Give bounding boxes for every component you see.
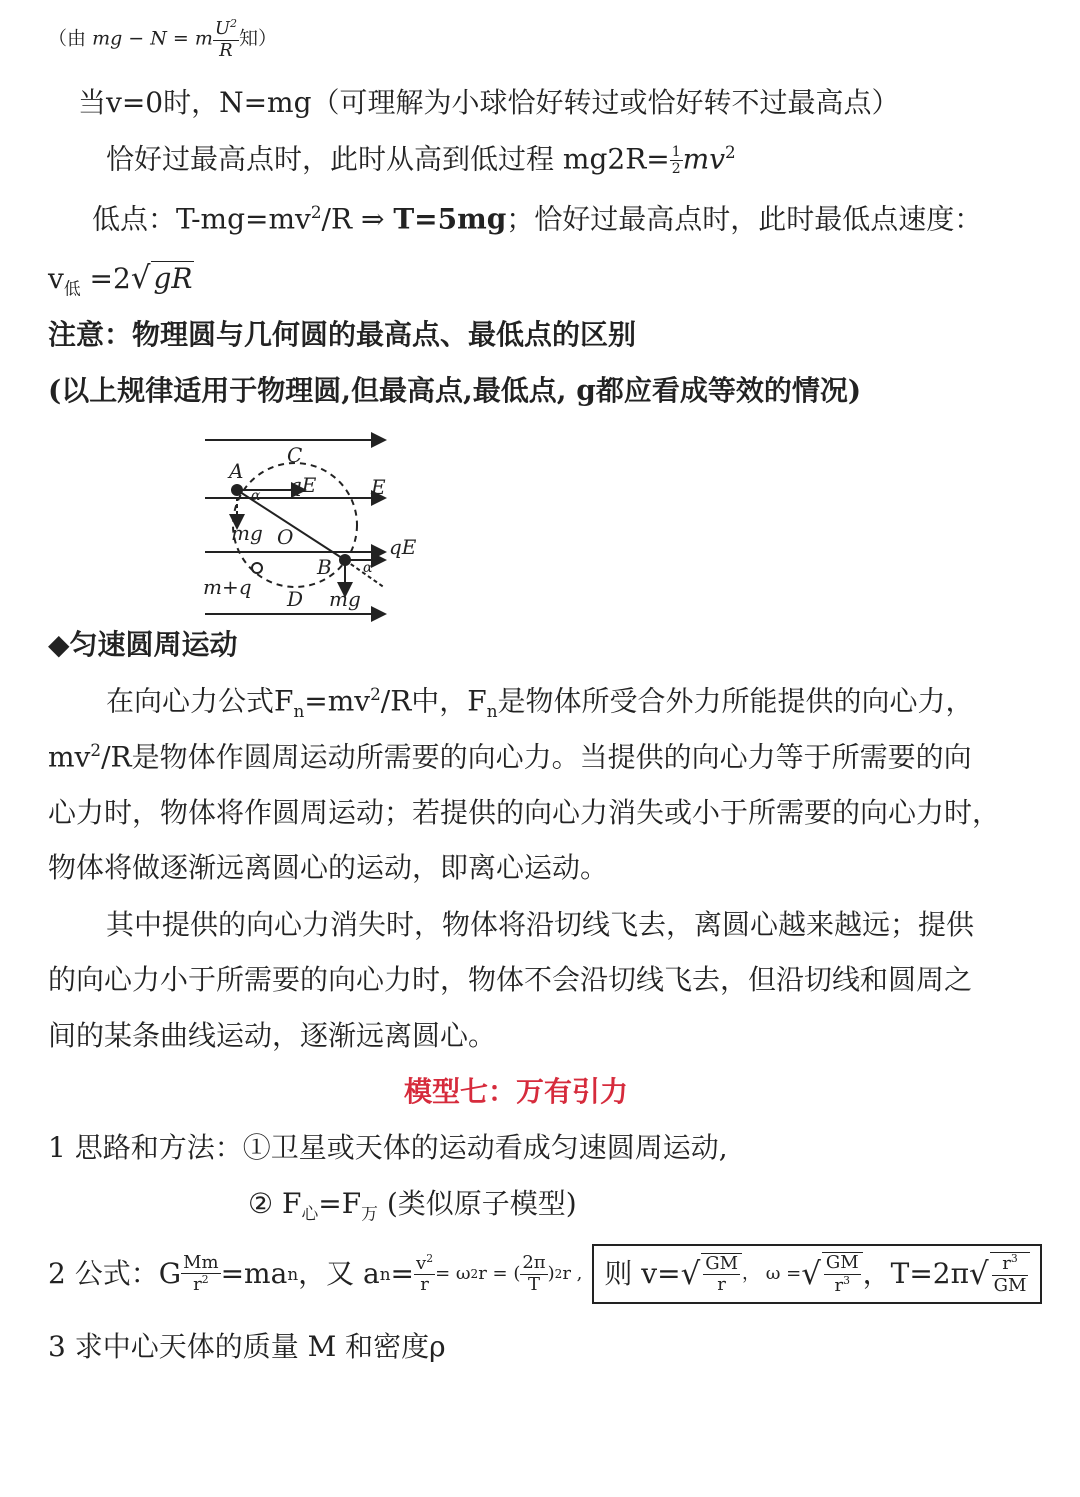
fraction <box>181 1253 221 1296</box>
denominator <box>181 1274 221 1296</box>
text: /R中，F <box>380 684 487 718</box>
label-alpha: α <box>251 488 261 504</box>
numerator <box>213 18 239 41</box>
sub: n <box>486 700 498 721</box>
text: ② F <box>248 1187 302 1220</box>
text: 是物体所受合外力所能提供的向心力， <box>497 684 974 718</box>
text: mv <box>48 740 91 774</box>
numerator: GM <box>825 1252 859 1273</box>
sub: 低 <box>63 278 81 299</box>
text: =2 <box>89 262 131 295</box>
text: =F <box>318 1187 362 1220</box>
paragraph-line <box>48 740 972 774</box>
paragraph-line <box>106 684 974 721</box>
paragraph-line: 其中提供的向心力消失时，物体将沿切线飞去，离圆心越来越远；提供 <box>106 908 975 941</box>
point-a <box>231 484 243 496</box>
text: /R是物体作圆周运动所需要的向心力。当提供的向心力等于所需要的向 <box>101 740 972 774</box>
label-e: E <box>371 475 386 499</box>
text: (类似原子模型) <box>377 1187 577 1220</box>
line-low-point <box>92 202 982 236</box>
text: = <box>390 1257 415 1291</box>
section-heading: ◆匀速圆周运动 <box>48 628 238 661</box>
text: 知） <box>238 27 277 50</box>
fraction <box>213 18 239 61</box>
sup: 2 <box>230 17 237 30</box>
text: =ma <box>220 1257 288 1291</box>
num-text: v <box>416 1252 427 1274</box>
numerator: GM <box>705 1252 738 1274</box>
text: 2 公式：G <box>48 1257 182 1291</box>
line-low-speed <box>48 260 194 299</box>
text: ，T=2π <box>862 1257 969 1291</box>
text: T=5mg <box>393 202 507 236</box>
fraction <box>703 1254 740 1296</box>
sub: 心 <box>301 1203 319 1224</box>
text: ， ω = <box>742 1263 802 1285</box>
text: v <box>48 262 64 295</box>
label-o: O <box>277 525 294 549</box>
num-text: U <box>214 18 231 39</box>
text: ；恰好过最高点时，此时最低点速度： <box>506 202 983 236</box>
sup: 2 <box>370 684 381 704</box>
item-3: 3 求中心天体的质量 M 和密度ρ <box>48 1330 446 1363</box>
den-text: r <box>834 1274 844 1296</box>
sub: n <box>287 1264 299 1285</box>
text: 则 v= <box>604 1257 681 1291</box>
item-2 <box>48 1244 1042 1304</box>
radical: √ <box>130 260 151 296</box>
item-1: 1 思路和方法：①卫星或天体的运动看成匀速圆周运动, <box>48 1131 728 1164</box>
text: （由 <box>48 27 87 50</box>
sup: 3 <box>1010 1252 1018 1265</box>
item-1b <box>248 1187 577 1224</box>
sup: 3 <box>843 1273 850 1287</box>
sub: n <box>293 700 305 721</box>
text: ，又 a <box>298 1257 380 1291</box>
numerator <box>992 1253 1029 1276</box>
text: r = ( <box>478 1263 521 1285</box>
label-c: C <box>287 443 303 467</box>
numerator: 2π <box>522 1252 546 1273</box>
sup: 2 <box>201 1273 209 1287</box>
label-qe: qE <box>289 473 317 497</box>
denominator: 2 <box>671 161 681 178</box>
text: 恰好过最高点时，此时从高到低过程 mg2R= <box>106 142 670 176</box>
point-b <box>339 554 351 566</box>
label-mg: mg <box>329 587 361 611</box>
note-heading: 注意：物理圆与几何圆的最高点、最低点的区别 <box>48 318 637 351</box>
text: ) <box>547 1263 555 1285</box>
num-text: r <box>1002 1253 1011 1274</box>
radicand <box>701 1253 742 1296</box>
radicand: gR <box>153 262 193 295</box>
sup: 2 <box>725 142 736 162</box>
label-b: B <box>317 555 332 579</box>
paragraph-line: 的向心力小于所需要的向心力时，物体不会沿切线飞去，但沿切线和圆周之 <box>48 963 973 996</box>
sup: 2 <box>554 1266 563 1281</box>
denominator: R <box>219 39 233 61</box>
fraction <box>520 1253 547 1295</box>
sup: 2 <box>470 1266 479 1281</box>
sub: 万 <box>361 1203 378 1224</box>
numerator: Mm <box>183 1251 219 1273</box>
numerator: 1 <box>671 144 681 161</box>
formula-box <box>592 1244 1042 1304</box>
note-sub: (以上规律适用于物理圆,但最高点,最低点, g都应看成等效的情况) <box>48 374 862 407</box>
text: 在向心力公式F <box>106 684 294 718</box>
text: =mv <box>304 684 371 718</box>
sup: 2 <box>90 740 102 760</box>
text: /R ⇒ <box>321 202 394 236</box>
label-qe: qE <box>389 535 417 559</box>
fraction <box>992 1253 1029 1296</box>
sup: 2 <box>426 1251 434 1265</box>
line-top-point <box>106 142 736 177</box>
label-alpha: α <box>363 560 373 576</box>
numerator <box>414 1253 435 1276</box>
denominator <box>824 1275 861 1297</box>
fraction <box>414 1253 435 1296</box>
denominator: T <box>527 1273 540 1295</box>
text: = ω <box>435 1263 471 1285</box>
derivation-note <box>48 18 277 61</box>
label-mg: mg <box>231 521 263 545</box>
formula: mg − N = m <box>92 27 213 50</box>
paragraph-line: 间的某条曲线运动，逐渐远离圆心。 <box>48 1019 497 1052</box>
fraction <box>670 144 683 177</box>
sub: n <box>379 1264 391 1285</box>
sup: 2 <box>310 202 322 222</box>
radical: √ <box>801 1255 821 1292</box>
radical: √ <box>969 1255 989 1292</box>
denominator: GM <box>993 1274 1027 1296</box>
denominator: r <box>717 1274 726 1296</box>
radicand <box>822 1252 863 1296</box>
charge-marker <box>252 563 262 573</box>
label-mq: m+q <box>203 575 252 599</box>
paragraph-line: 心力时，物体将作圆周运动；若提供的向心力消失或小于所需要的向心力时， <box>48 796 1001 829</box>
circle-field-diagram <box>195 428 417 618</box>
denominator: r <box>420 1274 429 1296</box>
line-v-zero: 当v=0时，N=mg（可理解为小球恰好转过或恰好转不过最高点） <box>78 86 900 119</box>
radical: √ <box>680 1255 701 1292</box>
text: mv <box>682 142 726 176</box>
fraction <box>824 1253 861 1296</box>
label-d: D <box>287 587 304 611</box>
paragraph-line: 物体将做逐渐远离圆心的运动，即离心运动。 <box>48 851 609 884</box>
den-text: r <box>193 1274 202 1296</box>
radicand <box>990 1252 1031 1296</box>
text: 低点：T-mg=mv <box>92 202 311 236</box>
label-a: A <box>229 459 244 483</box>
text: r , <box>562 1263 583 1285</box>
model-title: 模型七：万有引力 <box>404 1075 629 1108</box>
